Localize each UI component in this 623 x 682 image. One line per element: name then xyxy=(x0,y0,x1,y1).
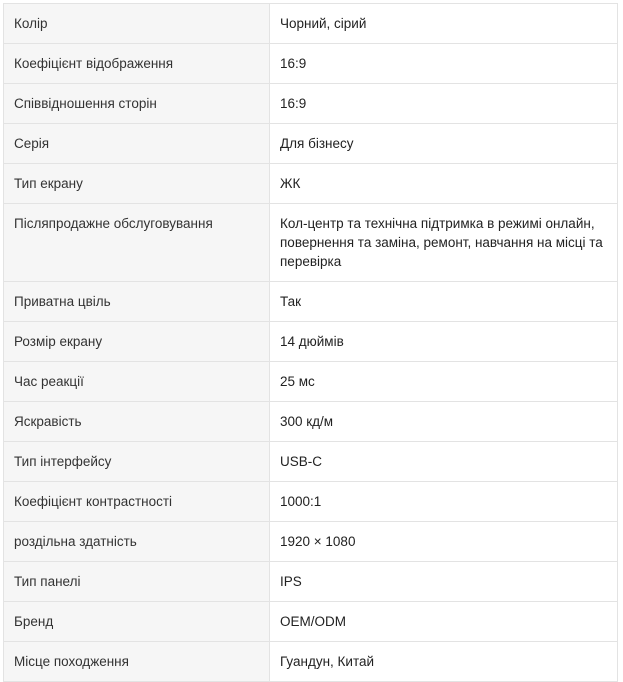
spec-key: Яскравість xyxy=(4,402,270,442)
spec-row xyxy=(4,402,618,442)
spec-value: Гуандун, Китай xyxy=(270,642,618,682)
spec-key: Серія xyxy=(4,124,270,164)
spec-key: Місце походження xyxy=(4,642,270,682)
spec-key: Тип інтерфейсу xyxy=(4,442,270,482)
spec-row xyxy=(4,482,618,522)
spec-row xyxy=(4,4,618,44)
spec-row xyxy=(4,642,618,682)
spec-value: Так xyxy=(270,282,618,322)
spec-key: Розмір екрану xyxy=(4,322,270,362)
spec-key: Бренд xyxy=(4,602,270,642)
spec-value: 16:9 xyxy=(270,84,618,124)
spec-value: 16:9 xyxy=(270,44,618,84)
spec-value: Чорний, сірий xyxy=(270,4,618,44)
spec-row xyxy=(4,164,618,204)
spec-value: 25 мс xyxy=(270,362,618,402)
spec-value: ЖК xyxy=(270,164,618,204)
spec-row xyxy=(4,124,618,164)
spec-row xyxy=(4,44,618,84)
spec-value: OEM/ODM xyxy=(270,602,618,642)
spec-key: роздільна здатність xyxy=(4,522,270,562)
spec-row xyxy=(4,362,618,402)
spec-value: 1920 × 1080 xyxy=(270,522,618,562)
spec-row xyxy=(4,84,618,124)
spec-value: USB-C xyxy=(270,442,618,482)
spec-value: 1000:1 xyxy=(270,482,618,522)
spec-value: Для бізнесу xyxy=(270,124,618,164)
spec-value: 300 кд/м xyxy=(270,402,618,442)
spec-key: Час реакції xyxy=(4,362,270,402)
spec-key: Коефіцієнт відображення xyxy=(4,44,270,84)
spec-row xyxy=(4,602,618,642)
spec-value: IPS xyxy=(270,562,618,602)
spec-value: Кол-центр та технічна підтримка в режимі онлайн, повернення та заміна, ремонт, навчання на місці та перевірка xyxy=(270,204,618,282)
spec-key: Приватна цвіль xyxy=(4,282,270,322)
spec-key: Тип екрану xyxy=(4,164,270,204)
spec-row xyxy=(4,204,618,282)
spec-key: Колір xyxy=(4,4,270,44)
specifications-table-body xyxy=(4,4,618,682)
spec-row xyxy=(4,522,618,562)
spec-key: Тип панелі xyxy=(4,562,270,602)
spec-key: Співвідношення сторін xyxy=(4,84,270,124)
spec-key: Коефіцієнт контрастності xyxy=(4,482,270,522)
spec-row xyxy=(4,562,618,602)
spec-row xyxy=(4,322,618,362)
specifications-table xyxy=(3,3,618,682)
spec-key: Післяпродажне обслуговування xyxy=(4,204,270,282)
spec-row xyxy=(4,442,618,482)
spec-value: 14 дюймів xyxy=(270,322,618,362)
spec-row xyxy=(4,282,618,322)
